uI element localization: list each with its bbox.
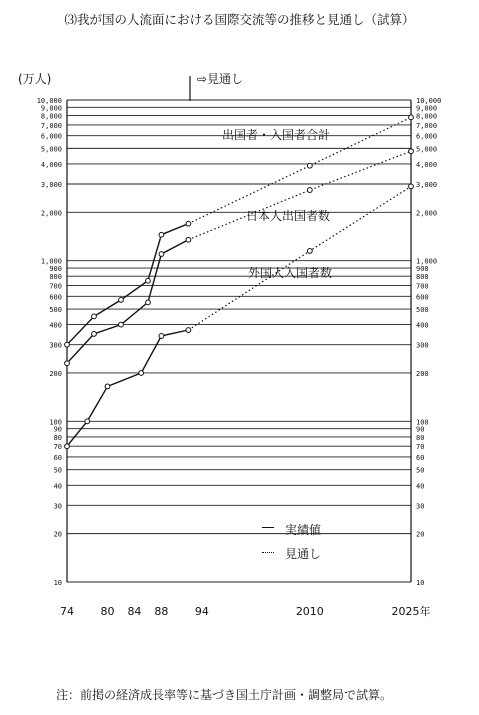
y-tick-label-left: 2,000	[40, 209, 62, 218]
series-0-point	[186, 221, 191, 226]
y-tick-label-right: 600	[416, 293, 429, 302]
series-1-point	[146, 300, 151, 305]
series-1-point	[65, 361, 70, 366]
y-tick-label-left: 9,000	[40, 104, 62, 113]
series-2-point	[139, 371, 144, 376]
y-tick-label-right: 40	[416, 482, 425, 491]
y-tick-label-left: 70	[53, 443, 62, 452]
y-tick-label-left: 400	[49, 321, 62, 330]
y-tick-label-right: 4,000	[416, 160, 438, 169]
y-tick-label-right: 100	[416, 418, 429, 427]
series-label-foreign-arrivals: 外国人入国者数	[248, 266, 333, 280]
y-tick-label-left: 8,000	[40, 112, 62, 121]
series-2-point	[307, 249, 312, 254]
series-1-point	[307, 188, 312, 193]
y-tick-label-left: 40	[53, 482, 62, 491]
series-0-point	[65, 342, 70, 347]
y-tick-label-left: 4,000	[40, 160, 62, 169]
y-tick-label-left: 60	[53, 453, 62, 462]
y-tick-label-left: 800	[49, 273, 62, 282]
y-tick-label-left: 500	[49, 306, 62, 315]
series-1-point	[409, 149, 414, 154]
y-tick-label-right: 8,000	[416, 112, 438, 121]
y-tick-label-left: 30	[53, 502, 62, 511]
series-label-total: 出国者・入国者合計	[222, 128, 331, 142]
series-1-forecast-line	[188, 151, 411, 240]
x-tick-label: 2010	[295, 605, 324, 618]
y-tick-label-left: 300	[49, 341, 62, 350]
x-tick-label: 94	[194, 605, 209, 618]
forecast-start-label: ⇨見通し	[197, 72, 244, 86]
y-tick-label-right: 3,000	[416, 181, 438, 190]
series-label-japanese-departures: 日本人出国者数	[246, 209, 331, 223]
y-tick-label-left: 200	[49, 369, 62, 378]
y-tick-label-right: 70	[416, 443, 425, 452]
y-tick-label-left: 700	[49, 282, 62, 291]
series-0-point	[159, 232, 164, 237]
series-1-point	[186, 237, 191, 242]
series-1-point	[92, 332, 97, 337]
y-tick-label-left: 80	[53, 433, 62, 442]
y-tick-label-right: 1,000	[416, 257, 438, 266]
y-tick-label-right: 30	[416, 502, 425, 511]
y-tick-label-left: 20	[53, 530, 62, 539]
y-tick-label-right: 50	[416, 466, 425, 475]
y-tick-label-right: 10	[416, 579, 425, 587]
series-2-point	[85, 419, 90, 424]
x-tick-label: 84	[127, 605, 142, 618]
y-tick-label-right: 90	[416, 425, 425, 434]
series-2-point	[105, 384, 110, 389]
y-tick-label-left: 600	[49, 293, 62, 302]
series-2-point	[159, 334, 164, 339]
y-tick-label-left: 6,000	[40, 132, 62, 141]
y-tick-label-right: 7,000	[416, 121, 438, 130]
footnote: 注：前掲の経済成長率等に基づき国土庁計画・調整局で試算。	[56, 688, 393, 702]
series-0-actual-line	[67, 224, 188, 345]
series-1-point	[119, 322, 124, 327]
y-tick-label-right: 9,000	[416, 104, 438, 113]
y-tick-label-left: 90	[53, 425, 62, 434]
series-1-point	[159, 252, 164, 257]
series-2-point	[65, 444, 70, 449]
y-tick-label-right: 200	[416, 369, 429, 378]
x-tick-label: 2025年	[391, 605, 431, 618]
series-0-point	[92, 314, 97, 319]
y-tick-label-left: 100	[49, 418, 62, 427]
legend-actual-label: 実績値	[285, 523, 322, 537]
x-tick-label: 74	[60, 605, 74, 618]
y-axis-unit-label: (万人)	[18, 72, 52, 86]
y-tick-label-left: 50	[53, 466, 62, 475]
series-0-point	[307, 163, 312, 168]
y-tick-label-right: 6,000	[416, 132, 438, 141]
y-tick-label-left: 900	[49, 265, 62, 274]
y-tick-label-right: 300	[416, 341, 429, 350]
y-tick-label-left: 3,000	[40, 181, 62, 190]
series-0-point	[409, 115, 414, 120]
series-2-point	[409, 184, 414, 189]
legend-forecast-label: 見通し	[285, 547, 322, 561]
y-tick-label-right: 5,000	[416, 145, 438, 154]
y-tick-label-right: 2,000	[416, 209, 438, 218]
y-tick-label-left: 7,000	[40, 121, 62, 130]
series-2-point	[186, 328, 191, 333]
y-tick-label-left: 5,000	[40, 145, 62, 154]
series-0-point	[119, 297, 124, 302]
y-tick-label-right: 20	[416, 530, 425, 539]
y-tick-label-right: 700	[416, 282, 429, 291]
y-tick-label-right: 10,000	[416, 97, 442, 105]
series-0-point	[146, 278, 151, 283]
y-tick-label-right: 800	[416, 273, 429, 282]
y-tick-label-left: 1,000	[40, 257, 62, 266]
y-tick-label-right: 80	[416, 433, 425, 442]
y-tick-label-right: 500	[416, 306, 429, 315]
y-tick-label-left: 10,000	[36, 97, 62, 105]
y-tick-label-right: 400	[416, 321, 429, 330]
y-tick-label-right: 900	[416, 265, 429, 274]
legend-solid-line-sample	[262, 527, 274, 528]
y-tick-label-left: 10	[53, 579, 62, 587]
x-tick-label: 80	[100, 605, 115, 618]
chart-title: ⑶我が国の人流面における国際交流等の推移と見通し（試算）	[64, 12, 415, 27]
y-tick-label-right: 60	[416, 453, 425, 462]
legend-dotted-line-sample	[262, 552, 274, 553]
x-tick-label: 88	[154, 605, 169, 618]
